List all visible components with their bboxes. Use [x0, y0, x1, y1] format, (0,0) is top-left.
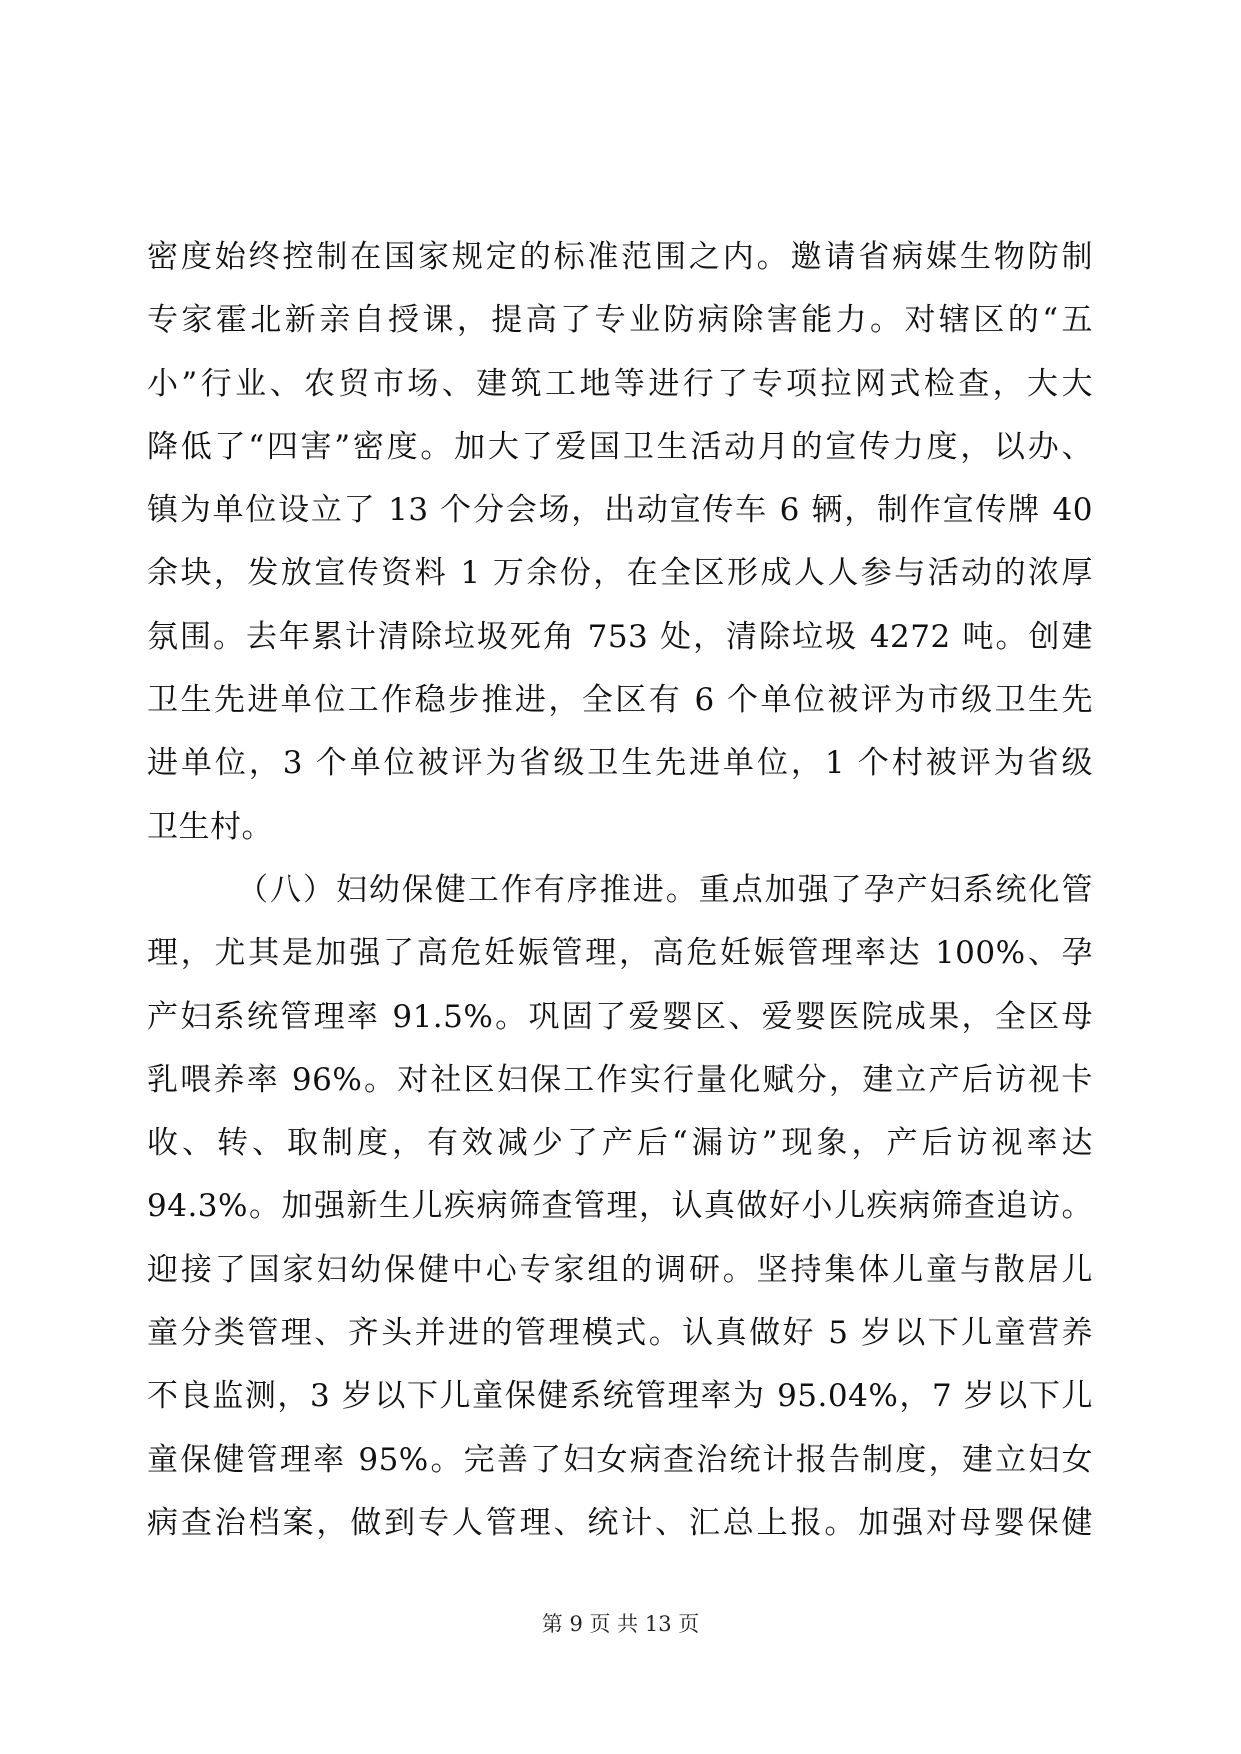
text-line: 卫生先进单位工作稳步推进，全区有 6 个单位被评为市级卫生先	[147, 682, 1093, 719]
text-line: 理，尤其是加强了高危妊娠管理，高危妊娠管理率达 100%、孕	[147, 935, 1093, 972]
text-line: 小”行业、农贸市场、建筑工地等进行了专项拉网式检查，大大	[147, 365, 1093, 402]
text-line: 进单位，3 个单位被评为省级卫生先进单位，1 个村被评为省级	[147, 745, 1093, 782]
text-line: 收、转、取制度，有效减少了产后“漏访”现象，产后访视率达	[147, 1125, 1093, 1162]
text-line: 余块，发放宣传资料 1 万余份，在全区形成人人参与活动的浓厚	[147, 555, 1093, 592]
text-line: 专家霍北新亲自授课，提高了专业防病除害能力。对辖区的“五	[147, 302, 1093, 339]
text-line: 氛围。去年累计清除垃圾死角 753 处，清除垃圾 4272 吨。创建	[147, 618, 1093, 655]
text-line: 产妇系统管理率 91.5%。巩固了爱婴区、爱婴医院成果，全区母	[147, 998, 1093, 1035]
text-line: 不良监测，3 岁以下儿童保健系统管理率为 95.04%，7 岁以下儿	[147, 1378, 1093, 1415]
text-line: 降低了“四害”密度。加大了爱国卫生活动月的宣传力度，以办、	[147, 428, 1093, 465]
document-body	[147, 226, 1093, 1555]
text-line: 迎接了国家妇幼保健中心专家组的调研。坚持集体儿童与散居儿	[147, 1251, 1093, 1288]
paragraph-maternal-child-health	[147, 859, 1093, 1555]
text-line: 童分类管理、齐头并进的管理模式。认真做好 5 岁以下儿童营养	[147, 1315, 1093, 1352]
page-number-footer: 第 9 页 共 13 页	[541, 1612, 700, 1636]
paragraph-sanitation	[147, 226, 1093, 859]
text-line: 卫生村。	[147, 808, 273, 845]
text-line: 童保健管理率 95%。完善了妇女病查治统计报告制度，建立妇女	[147, 1441, 1093, 1478]
text-line: 镇为单位设立了 13 个分会场，出动宣传车 6 辆，制作宣传牌 40	[147, 492, 1093, 529]
text-line: 密度始终控制在国家规定的标准范围之内。邀请省病媒生物防制	[147, 239, 1093, 275]
section-heading-line: （八）妇幼保健工作有序推进。重点加强了孕产妇系统化管	[237, 871, 1093, 908]
text-line: 病查治档案，做到专人管理、统计、汇总上报。加强对母婴保健	[147, 1504, 1093, 1541]
text-line: 乳喂养率 96%。对社区妇保工作实行量化赋分，建立产后访视卡	[147, 1061, 1093, 1098]
text-line: 94.3%。加强新生儿疾病筛查管理，认真做好小儿疾病筛查追访。	[147, 1188, 1093, 1225]
